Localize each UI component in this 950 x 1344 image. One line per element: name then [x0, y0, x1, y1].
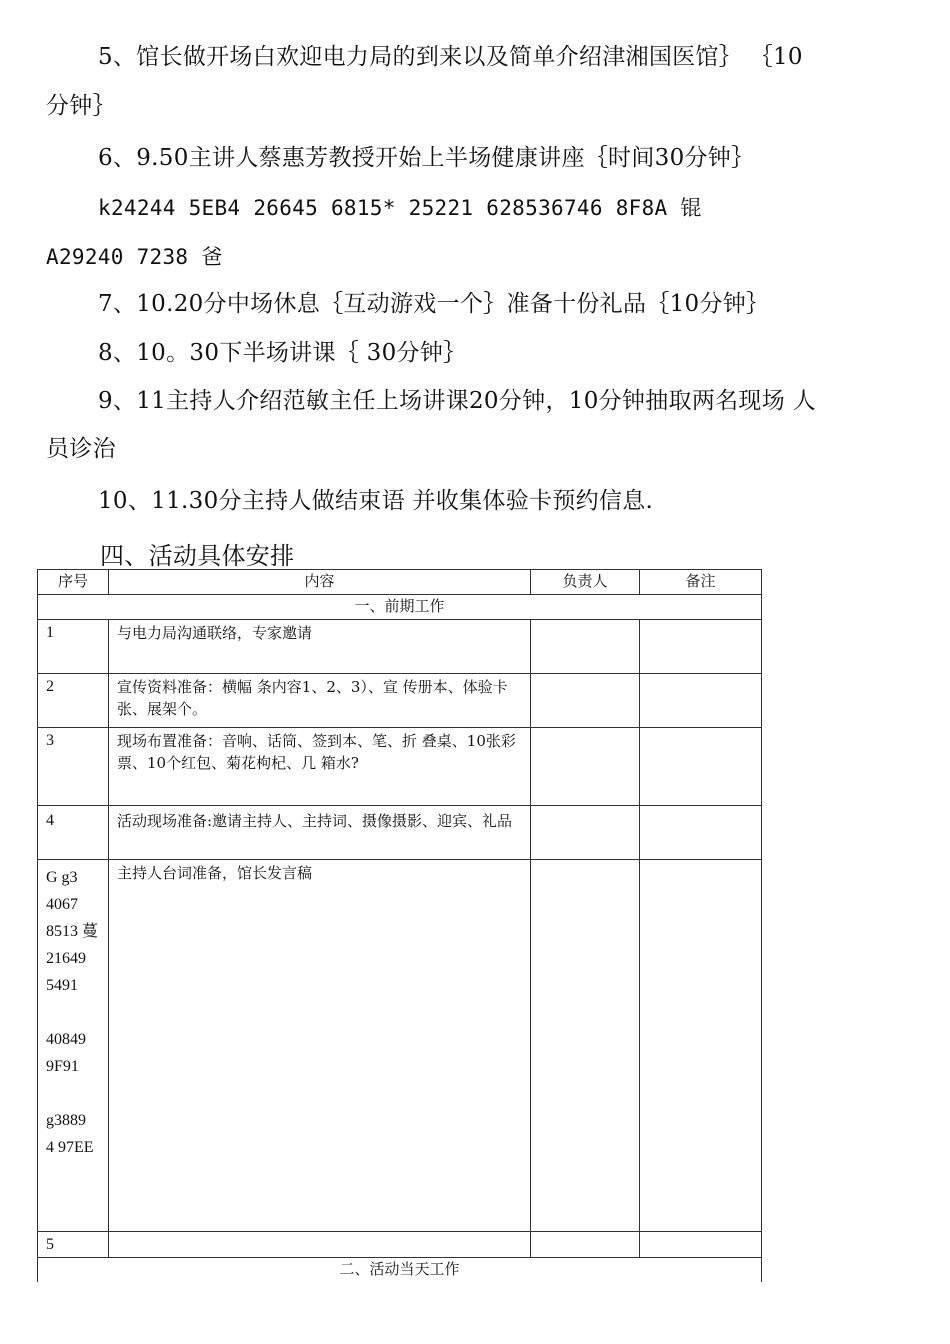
table-header-row [38, 570, 762, 595]
code-text: g3889 [46, 1112, 86, 1129]
row-content [109, 1232, 531, 1258]
row-owner [531, 806, 640, 860]
table-row [38, 860, 762, 1232]
code-text: 40849 [46, 1031, 86, 1048]
row-content: 现场布置准备：音响、话筒、签到本、笔、折 叠桌、10张彩票、10个红包、菊花枸杞、几 箱水? [109, 728, 531, 806]
table-row [38, 620, 762, 674]
row-note [640, 1232, 762, 1258]
row-owner [531, 860, 640, 1232]
agenda-item-6: 6、9.50主讲人蔡惠芳教授开始上半场健康讲座｛时间30分钟｝ [98, 145, 755, 171]
section-title-event-day: 二、活动当天工作 [38, 1258, 762, 1283]
row-number: 2 [38, 674, 109, 728]
code-text: 5491 [46, 977, 78, 994]
row-note [640, 620, 762, 674]
row-note [640, 806, 762, 860]
agenda-item-9: 9、11主持人介绍范敏主任上场讲课20分钟，10分钟抽取两名现场 人 [98, 388, 816, 414]
header-owner: 负责人 [531, 570, 640, 595]
row-number-codes [38, 860, 109, 1232]
code-line-2: A29240 7238 爸 [46, 245, 223, 269]
section-title-preparation: 一、前期工作 [38, 595, 762, 620]
code-text: 9F91 [46, 1058, 79, 1075]
code-text: 8513 蔓 [46, 923, 99, 940]
agenda-item-7: 7、10.20分中场休息｛互动游戏一个｝准备十份礼品｛10分钟｝ [98, 291, 770, 317]
row-content: 主持人台词准备，馆长发言稿 [109, 860, 531, 1232]
section-row-event-day [38, 1258, 762, 1283]
activity-plan-table [37, 569, 762, 1282]
agenda-item-8: 8、10。30下半场讲课｛ 30分钟｝ [98, 340, 467, 366]
header-number: 序号 [38, 570, 109, 595]
code-gap [46, 1080, 108, 1107]
agenda-item-10: 10、11.30分主持人做结束语 并收集体验卡预约信息. [98, 488, 654, 514]
code-gap [46, 999, 108, 1026]
code-text: 4 97EE [46, 1139, 94, 1156]
agenda-item-5-continued: 分钟｝ [46, 93, 116, 119]
header-content: 内容 [109, 570, 531, 595]
code-text: 21649 [46, 950, 86, 967]
row-number: 1 [38, 620, 109, 674]
row-note [640, 728, 762, 806]
section-heading: 四、活动具体安排 [100, 542, 295, 570]
row-number: 4 [38, 806, 109, 860]
row-number: 5 [38, 1232, 109, 1258]
agenda-item-5: 5、馆长做开场白欢迎电力局的到来以及简单介绍津湘国医馆｝ ｛10 [98, 44, 803, 70]
row-owner [531, 728, 640, 806]
row-note [640, 674, 762, 728]
row-owner [531, 620, 640, 674]
agenda-item-9-continued: 员诊治 [46, 436, 116, 462]
section-row-preparation [38, 595, 762, 620]
row-content: 宣传资料准备：横幅 条内容1、2、3）、宣 传册本、体验卡张、展架个。 [109, 674, 531, 728]
row-owner [531, 1232, 640, 1258]
row-content: 与电力局沟通联络，专家邀请 [109, 620, 531, 674]
code-line-1: k24244 5EB4 26645 6815* 25221 628536746 8F8A 锟 [98, 196, 702, 220]
row-content: 活动现场准备:邀请主持人、主持词、摄像摄影、迎宾、礼品 [109, 806, 531, 860]
row-note [640, 860, 762, 1232]
row-owner [531, 674, 640, 728]
table-row [38, 806, 762, 860]
row-number: 3 [38, 728, 109, 806]
table-row [38, 1232, 762, 1258]
table-row [38, 674, 762, 728]
code-text: 4067 [46, 896, 78, 913]
table-row [38, 728, 762, 806]
header-note: 备注 [640, 570, 762, 595]
code-text: G g3 [46, 869, 78, 886]
